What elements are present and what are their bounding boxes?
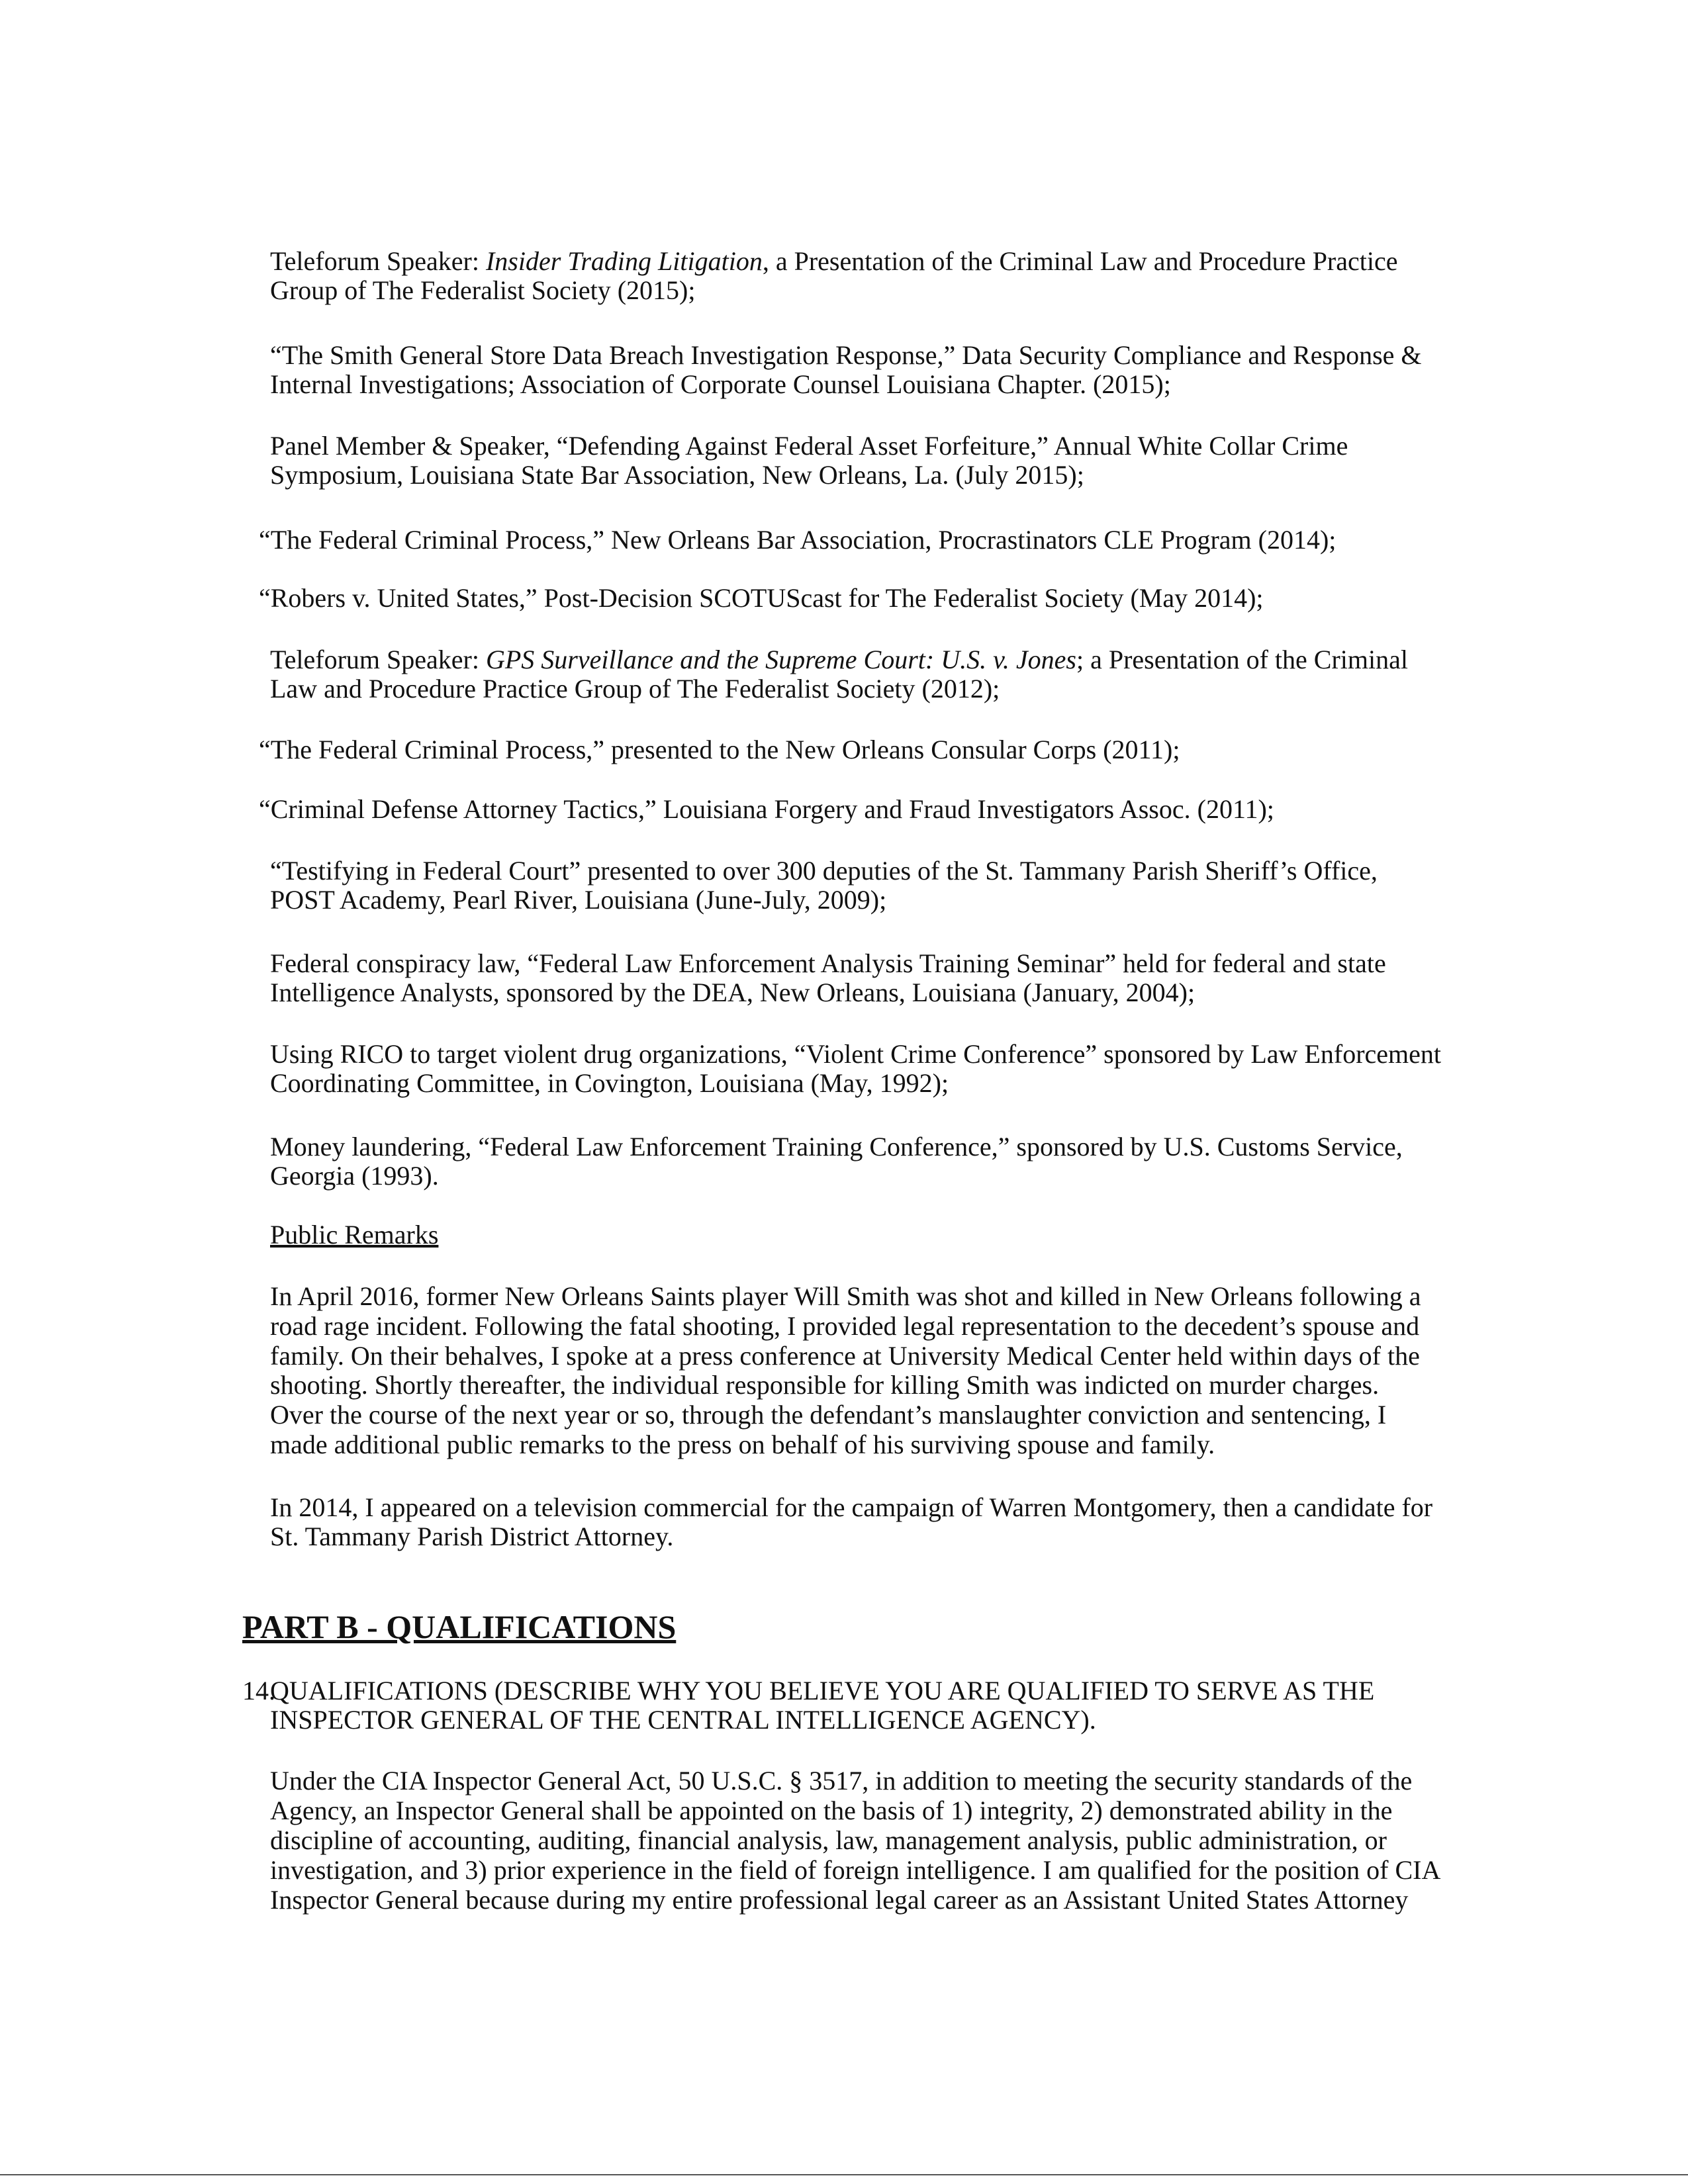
question-number: 14. [242,1676,275,1706]
text-line: POST Academy, Pearl River, Louisiana (June-July, 2009); [270,885,887,915]
text-line: Under the CIA Inspector General Act, 50 U.S.C. § 3517, in addition to meeting the security standards of the [270,1766,1413,1796]
text: , a Presentation of the Criminal Law and Procedure Practice [762,246,1398,276]
text-line: Federal conspiracy law, “Federal Law Enforcement Analysis Training Seminar” held for federal and state [270,948,1386,978]
answer-paragraph [270,1766,1462,1915]
text-line: QUALIFICATIONS (DESCRIBE WHY YOU BELIEVE YOU ARE QUALIFIED TO SERVE AS THE [270,1676,1375,1706]
text-line: road rage incident. Following the fatal shooting, I provided legal representation to the decedent’s spouse and [270,1310,1420,1341]
text-line: family. On their behalves, I spoke at a press conference at University Medical Center held within days of the [270,1340,1420,1371]
section-heading: PART B - QUALIFICATIONS [242,1608,677,1645]
presentation-item [270,1040,1462,1098]
text-line: Over the course of the next year or so, through the defendant’s manslaughter conviction and sentencing, I [270,1400,1387,1430]
presentation-item [270,247,1462,305]
text-line: Panel Member & Speaker, “Defending Against Federal Asset Forfeiture,” Annual White Collar Crime [270,431,1348,461]
text-line: Law and Procedure Practice Group of The Federalist Society (2012); [270,674,1000,704]
italic-title: GPS Surveillance and the Supreme Court: U.S. v. Jones [485,645,1076,674]
text-line: Intelligence Analysts, sponsored by the DEA, New Orleans, Louisiana (January, 2004); [270,978,1196,1007]
page-bottom-rule [0,2174,1688,2175]
text-line: discipline of accounting, auditing, financial analysis, law, management analysis, public administration, or [270,1825,1387,1855]
presentation-item [270,645,1462,704]
presentation-item [270,856,1462,915]
presentation-item [259,584,1450,613]
text-line: “Criminal Defense Attorney Tactics,” Louisiana Forgery and Fraud Investigators Assoc. (2011); [259,794,1274,824]
question-text [270,1676,1462,1735]
text-line: “Testifying in Federal Court” presented to over 300 deputies of the St. Tammany Parish Sheriff’s Office, [270,856,1378,886]
text-line: Inspector General because during my entire professional legal career as an Assistant United States Attorney [270,1885,1409,1915]
text-line [270,247,1462,276]
text-line: made additional public remarks to the press on behalf of his surviving spouse and family. [270,1429,1215,1459]
public-remarks-heading: Public Remarks [270,1220,439,1250]
text-line [270,645,1462,674]
text: Teleforum Speaker: [270,645,486,674]
text-line: Agency, an Inspector General shall be appointed on the basis of 1) integrity, 2) demonstrated ability in the [270,1796,1393,1825]
text: Teleforum Speaker: [270,246,486,276]
text-line: In April 2016, former New Orleans Saints player Will Smith was shot and killed in New Orleans following a [270,1281,1421,1311]
text-line: “The Federal Criminal Process,” New Orleans Bar Association, Procrastinators CLE Program (2014); [259,525,1336,555]
presentation-item [270,341,1462,399]
text-line: investigation, and 3) prior experience in the field of foreign intelligence. I am qualified for the position of CIA [270,1855,1441,1885]
text-line: Symposium, Louisiana State Bar Association, New Orleans, La. (July 2015); [270,460,1084,490]
text-line: Group of The Federalist Society (2015); [270,275,696,305]
presentation-item [259,795,1450,824]
italic-title: Insider Trading Litigation [485,246,763,276]
text-line: Internal Investigations; Association of Corporate Counsel Louisiana Chapter. (2015); [270,369,1171,399]
text-line: Money laundering, “Federal Law Enforcement Training Conference,” sponsored by U.S. Customs Service, [270,1132,1403,1161]
text-line: In 2014, I appeared on a television commercial for the campaign of Warren Montgomery, then a candidate for [270,1492,1433,1522]
text-line: St. Tammany Parish District Attorney. [270,1522,674,1551]
public-remarks-paragraph [270,1282,1462,1460]
text-line: “The Smith General Store Data Breach Investigation Response,” Data Security Compliance and Response & [270,340,1422,370]
text-line: “Robers v. United States,” Post-Decision SCOTUScast for The Federalist Society (May 2014); [259,583,1264,613]
public-remarks-paragraph [270,1493,1462,1551]
text-line: Coordinating Committee, in Covington, Louisiana (May, 1992); [270,1068,949,1098]
presentation-item [259,525,1450,555]
text-line: “The Federal Criminal Process,” presented to the New Orleans Consular Corps (2011); [259,735,1180,764]
presentation-item [270,432,1462,490]
text-line: Using RICO to target violent drug organizations, “Violent Crime Conference” sponsored by Law Enforcement [270,1039,1442,1069]
presentation-item [270,1132,1462,1191]
text-line: shooting. Shortly thereafter, the individual responsible for killing Smith was indicted on murder charges. [270,1370,1380,1400]
presentation-item [270,949,1462,1007]
text-line: Georgia (1993). [270,1161,439,1191]
text-line: INSPECTOR GENERAL OF THE CENTRAL INTELLIGENCE AGENCY). [270,1705,1096,1735]
text: ; a Presentation of the Criminal [1076,645,1408,674]
presentation-item [259,735,1450,764]
